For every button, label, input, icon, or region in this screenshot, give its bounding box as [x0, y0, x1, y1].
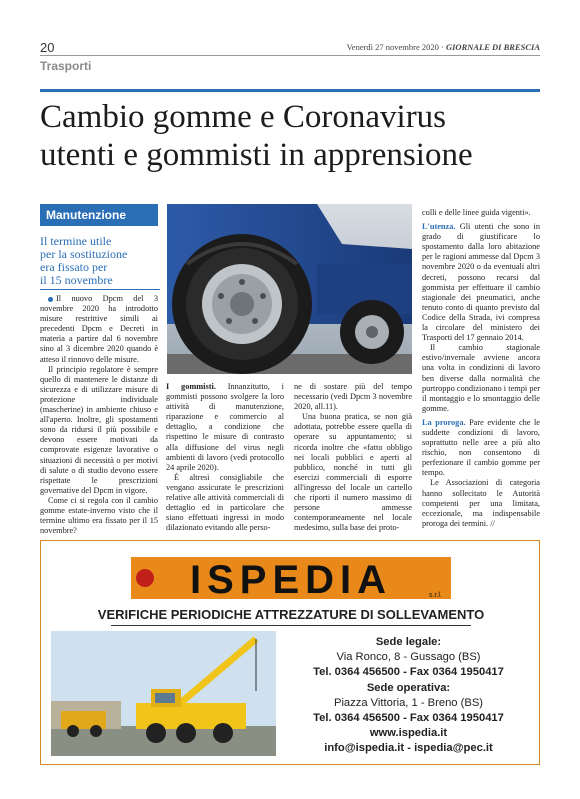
article-paragraph: Le Associazioni di categoria hanno sollecitato le Autorità competenti per una limitata, eccezionale, ma indispensabile proroga dei termini. // [422, 478, 540, 528]
operating-office-address: Piazza Vittoria, 1 - Breno (BS) [333, 696, 484, 709]
truck-tire-illustration [167, 204, 412, 374]
legal-office-label: Sede legale: [375, 636, 442, 648]
crane-photo [51, 631, 276, 756]
subtitle-line: per la sostituzione [40, 247, 128, 261]
subtitle-rule [40, 289, 160, 290]
crane-illustration [51, 631, 276, 756]
paragraph-lead: La proroga. [422, 417, 466, 427]
ad-rule [111, 625, 471, 626]
article-paragraph: Pare evidente che le suddette condizioni di lavoro, soprattutto nelle aree a più alto rischio, non consentono di perfezionare il cambio gomme per tempo. [422, 417, 540, 478]
ispedia-logo [131, 553, 451, 603]
page-number: 20 [40, 40, 55, 55]
publication-name: GIORNALE DI BRESCIA [445, 42, 540, 52]
dateline-separator: · [441, 42, 444, 52]
ispedia-logo-suffix: s.r.l. [429, 592, 442, 599]
section-label: Trasporti [40, 59, 92, 73]
article-paragraph: Il nuovo Dpcm del 3 novembre 2020 ha introdotto misure restrittive simili ai precedenti Dpcm e Decreti in materia a partire dal 6 novembre sino al 3 dicembre 2020 quando è atteso il rinnovo delle misure. [40, 294, 158, 364]
operating-office-phone: Tel. 0364 456500 - Fax 0364 1950417 [313, 712, 504, 725]
article-paragraph: ne di sostare più del tempo necessario (vedi Dpcm 3 novembre 2020, all.11). [294, 382, 412, 412]
legal-office-phone: Tel. 0364 456500 - Fax 0364 1950417 [313, 666, 504, 679]
article-paragraph: Una buona pratica, se non già adottata, potrebbe essere quella di operare su appuntamento; si ricorda inoltre che «fatto obbligo nei locali pubblici e aperti al pubblico, nonché in tutti gli esercizi commerciali di esporre all'ingresso del locale un cartello che riporti il numero massimo di persone ammesse contemporaneamente nel locale medesimo, sulla base dei proto- [294, 412, 412, 533]
bullet-icon [48, 297, 53, 302]
article-title-line: utenti e gommisti in apprensione [40, 137, 473, 173]
article-column-3 [294, 382, 412, 533]
paragraph-lead: L'utenza. [422, 222, 456, 232]
article-column-1 [40, 294, 158, 536]
paragraph-lead: I gommisti. [166, 382, 216, 391]
rubric-label: Manutenzione [40, 204, 158, 226]
article-column-2 [166, 382, 284, 533]
ispedia-logo-text: ISPEDIA [189, 558, 393, 602]
ad-contacts [281, 635, 536, 757]
subtitle-line: Il termine utile [40, 234, 112, 248]
ad-website[interactable]: www.ispedia.it [369, 727, 448, 740]
article-paragraph: Innanzitutto, i gommisti possono svolgere la loro attività di manutenzione, riparazione e commercio al dettaglio, a condizione che rispettino le misure di contrasto alla diffusione del virus negli ambienti di lavoro (vedi protocollo 24 aprile 2020). [166, 382, 284, 472]
operating-office-label: Sede operativa: [366, 681, 451, 694]
article-paragraph: Il principio regolatore è sempre quello di mantenere le distanze di sicurezza e di utilizzare misure di protezione individuale (mascherine) in ambiente chiuso e all'aperto. Inoltre, gli spostamenti sono da ridursi il più possibile e devono essere motivati da comprovate esigenze lavorative o situazioni di necessità o per motivi di salute o di studio devono essere rispettate le prescrizioni governative del Dpcm in vigore. [40, 364, 158, 495]
article-paragraph: colli e delle linee guida vigenti». [422, 208, 531, 217]
legal-office-address: Via Ronco, 8 - Gussago (BS) [336, 651, 481, 664]
header-rule [40, 55, 540, 56]
article-column-4 [422, 208, 540, 529]
ad-tagline: VERIFICHE PERIODICHE ATTREZZATURE DI SOLLEVAMENTO [97, 607, 485, 622]
header-dateline [347, 42, 540, 52]
article-subtitle [40, 235, 160, 287]
ispedia-advertisement [40, 540, 540, 765]
article-paragraph: Gli utenti che sono in grado di giustificare lo spostamento dalla loro abitazione per le ragioni ammesse dal Dpcm 3 novembre 2020 o da eventuali altri decreti, possono recarsi dal gommista per effettuare il cambio stagionale dei pneumatici, anche tenuto conto di quanto previsto dal Codice della Strada, ivi compresa la circolare del ministero dei Trasporti del 17 gennaio 2014. [422, 222, 540, 343]
truck-tire-photo [167, 204, 412, 374]
title-rule [40, 89, 540, 92]
article-paragraph: È altresì consigliabile che vengano assicurate le prescrizioni relative alle attività commerciali di dettaglio ed in particolare che siano effettuati ingressi in modo dilazionato evitando alle perso- [166, 472, 284, 533]
article-paragraph: Come ci si regola con il cambio gomme estate-inverno visto che il termine ultimo era fissato per il 15 novembre? [40, 495, 158, 536]
issue-date: Venerdì 27 novembre 2020 [346, 42, 439, 52]
subtitle-line: era fissato per [40, 260, 108, 274]
article-paragraph: Il cambio stagionale estivo/invernale avviene ancora una volta in condizioni di lavoro ben diverse dalla normalità che purtroppo condizionano i tempi per il montaggio e lo smontaggio delle gomme. [422, 343, 540, 413]
article-title-line: Cambio gomme e Coronavirus [40, 99, 447, 135]
ad-emails[interactable]: info@ispedia.it - ispedia@pec.it [324, 742, 493, 755]
article-title [40, 98, 560, 174]
subtitle-line: il 15 novembre [40, 273, 113, 287]
